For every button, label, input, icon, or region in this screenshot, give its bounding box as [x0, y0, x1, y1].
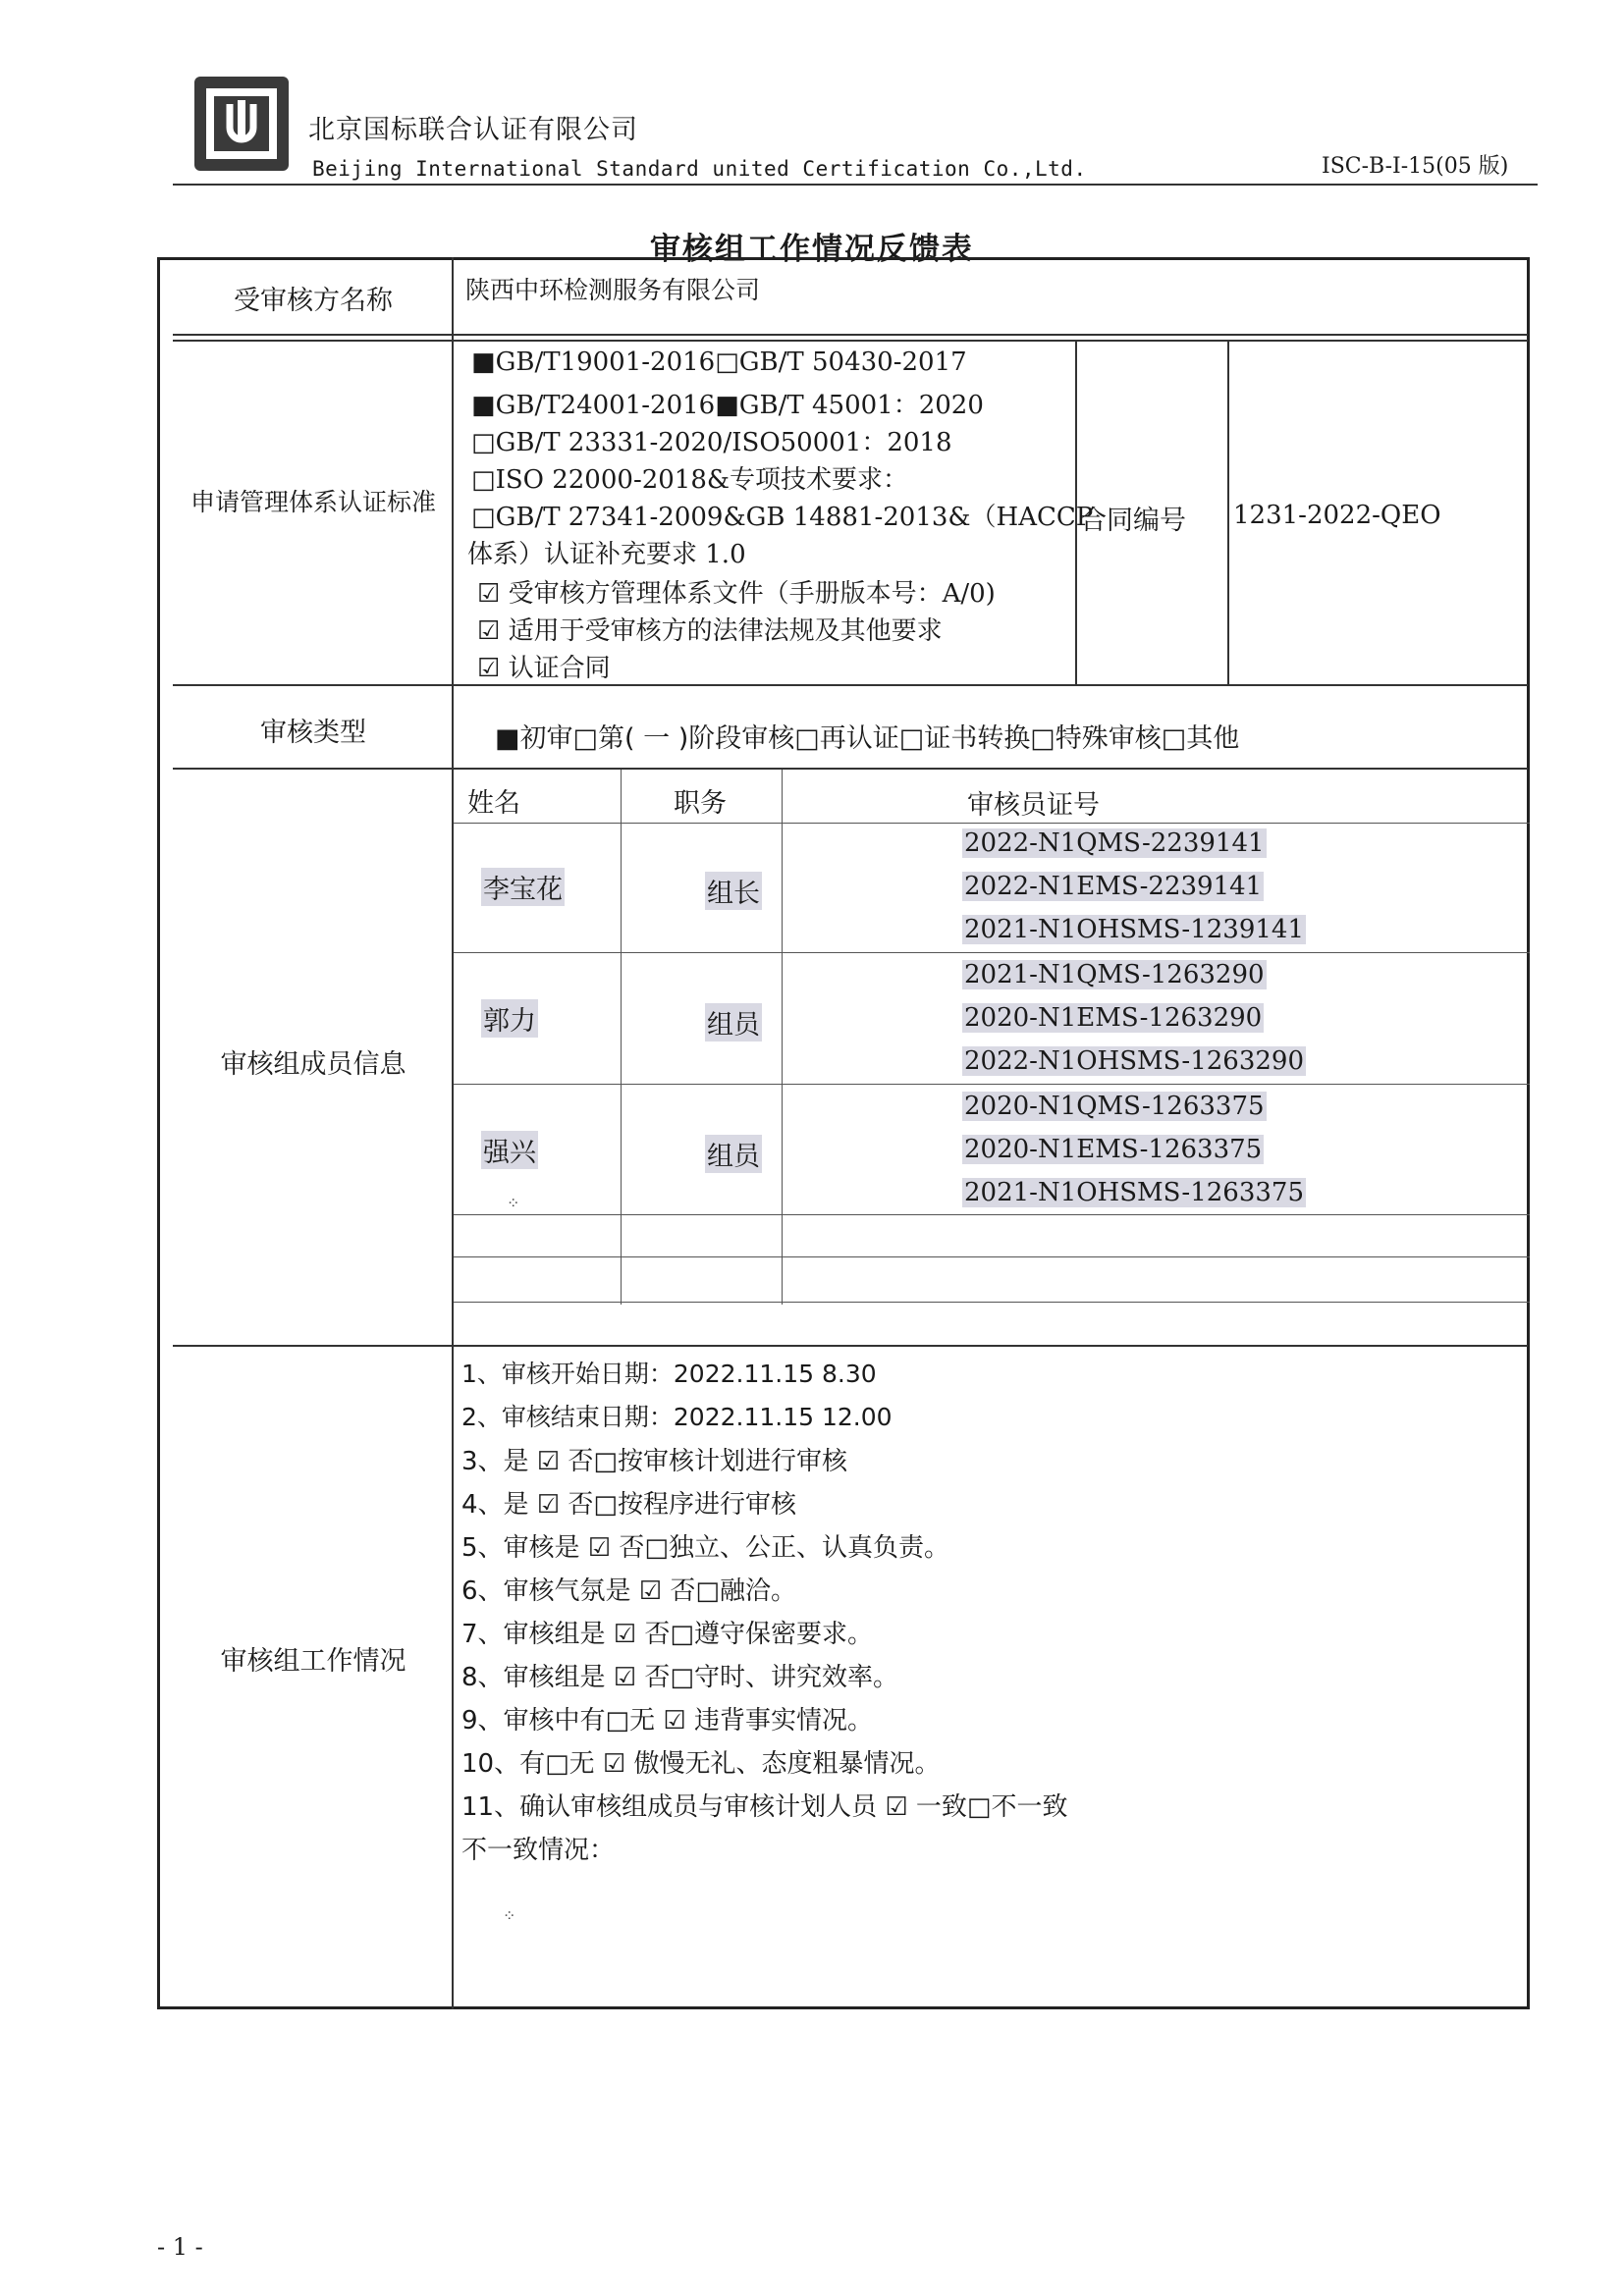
- member-cert: 2021-N1QMS-1263290: [964, 960, 1265, 989]
- standard-line: □GB/T 27341-2009&GB 14881-2013&（HACCP: [471, 503, 1094, 532]
- row-divider: [173, 684, 1528, 686]
- page-number: - 1 -: [157, 2233, 203, 2261]
- member-role: 组员: [705, 1135, 762, 1173]
- members-row-divider: [454, 823, 1530, 824]
- members-label: 审核组成员信息: [220, 1049, 406, 1080]
- standard-line: ☑ 认证合同: [477, 654, 611, 683]
- work-label: 审核组工作情况: [220, 1646, 406, 1677]
- members-col-divider: [621, 770, 622, 1305]
- label-column-divider: [452, 257, 454, 2009]
- standard-line: □ISO 22000-2018&专项技术要求：: [471, 465, 909, 495]
- members-row-divider: [454, 952, 1530, 953]
- member-name: 郭力: [481, 999, 538, 1038]
- members-row-divider: [454, 1214, 1530, 1215]
- member-name: 李宝花: [481, 868, 565, 906]
- company-name-cn: 北京国标联合认证有限公司: [308, 115, 638, 145]
- member-cert: 2021-N1OHSMS-1239141: [964, 915, 1305, 944]
- standards-label: 申请管理体系认证标准: [189, 488, 436, 516]
- members-row-divider: [454, 1084, 1530, 1085]
- work-item: 8、审核组是 ☑ 否□守时、讲究效率。: [461, 1663, 898, 1692]
- contract-column-divider: [1227, 342, 1229, 684]
- member-role: 组员: [705, 1003, 762, 1041]
- work-item: 2、审核结束日期：2022.11.15 12.00: [461, 1403, 893, 1431]
- work-item: 9、审核中有□无 ☑ 违背事实情况。: [461, 1706, 873, 1735]
- member-cert: 2020-N1QMS-1263375: [964, 1092, 1265, 1121]
- work-item: 11、确认审核组成员与审核计划人员 ☑ 一致□不一致: [461, 1792, 1068, 1822]
- standard-line: □GB/T 23331-2020/ISO50001：2018: [471, 428, 952, 457]
- header-cert: 审核员证号: [967, 790, 1100, 821]
- member-cert: 2022-N1EMS-2239141: [964, 872, 1263, 901]
- auditee-label: 受审核方名称: [234, 286, 393, 316]
- work-item: 3、是 ☑ 否□按审核计划进行审核: [461, 1447, 847, 1476]
- member-name: 强兴: [481, 1131, 538, 1169]
- header-divider: [173, 184, 1538, 186]
- standard-line: ■GB/T24001-2016■GB/T 45001：2020: [471, 391, 984, 420]
- auditee-value: 陕西中环检测服务有限公司: [465, 276, 761, 304]
- members-row-divider: [454, 1302, 1530, 1303]
- work-item: 5、审核是 ☑ 否□独立、公正、认真负责。: [461, 1533, 949, 1563]
- work-item: 10、有□无 ☑ 傲慢无礼、态度粗暴情况。: [461, 1749, 941, 1779]
- standard-line: 体系）认证补充要求 1.0: [467, 540, 746, 569]
- form-title: 审核组工作情况反馈表: [650, 232, 974, 267]
- scan-mark: ⁘: [503, 1906, 516, 1925]
- member-cert: 2021-N1OHSMS-1263375: [964, 1178, 1305, 1207]
- audit-type-label: 审核类型: [260, 718, 366, 748]
- company-name-en: Beijing International Standard united Certification Co.,Ltd.: [312, 157, 1087, 181]
- contract-number: 1231-2022-QEO: [1233, 501, 1441, 530]
- members-row-divider: [454, 1256, 1530, 1257]
- isc-logo-icon: [192, 75, 291, 173]
- row-divider: [173, 334, 1528, 336]
- standard-line: ☑ 受审核方管理体系文件（手册版本号：A/0): [477, 579, 996, 609]
- work-item: 4、是 ☑ 否□按程序进行审核: [461, 1490, 796, 1520]
- member-cert: 2022-N1QMS-2239141: [964, 828, 1265, 858]
- audit-type-value: ■初审□第( 一 )阶段审核□再认证□证书转换□特殊审核□其他: [495, 723, 1240, 754]
- standard-line: ■GB/T19001-2016□GB/T 50430-2017: [471, 347, 967, 377]
- row-divider: [173, 340, 1528, 342]
- member-cert: 2022-N1OHSMS-1263290: [964, 1046, 1305, 1076]
- header-role: 职务: [674, 788, 727, 819]
- scan-mark: ⁘: [507, 1194, 520, 1212]
- work-item: 6、审核气氛是 ☑ 否□融洽。: [461, 1576, 796, 1606]
- members-col-divider: [782, 770, 783, 1305]
- contract-label: 合同编号: [1080, 506, 1186, 536]
- work-item: 7、审核组是 ☑ 否□遵守保密要求。: [461, 1620, 873, 1649]
- member-cert: 2020-N1EMS-1263290: [964, 1003, 1263, 1033]
- standard-line: ☑ 适用于受审核方的法律法规及其他要求: [477, 616, 943, 646]
- row-divider: [173, 1345, 1528, 1347]
- member-cert: 2020-N1EMS-1263375: [964, 1135, 1263, 1164]
- row-divider: [173, 768, 1528, 770]
- header-name: 姓名: [467, 788, 520, 819]
- work-item: 不一致情况：: [461, 1836, 616, 1865]
- work-item: 1、审核开始日期：2022.11.15 8.30: [461, 1360, 877, 1388]
- document-code: ISC-B-I-15(05 版): [1322, 154, 1509, 179]
- member-role: 组长: [705, 872, 762, 910]
